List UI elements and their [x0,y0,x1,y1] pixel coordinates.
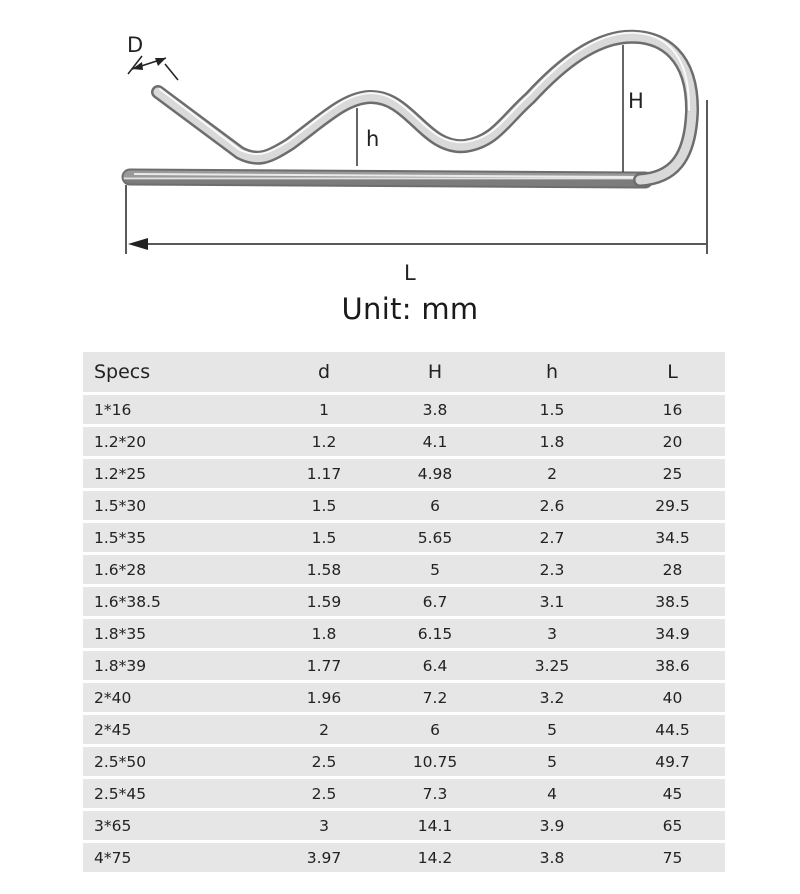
cell-h: 3 [484,619,620,648]
dimension-d [127,33,178,80]
spec-table [83,349,725,875]
cell-big-h: 7.3 [386,779,484,808]
cell-d: 1.5 [262,523,386,552]
cell-l: 34.5 [620,523,725,552]
cell-spec: 2.5*50 [83,747,262,776]
cell-h: 3.2 [484,683,620,712]
cell-big-h: 6 [386,491,484,520]
cell-spec: 1.2*20 [83,427,262,456]
cell-big-h: 6 [386,715,484,744]
cell-l: 20 [620,427,725,456]
cell-d: 2.5 [262,747,386,776]
cell-big-h: 5 [386,555,484,584]
cell-l: 34.9 [620,619,725,648]
label-h: h [366,127,380,151]
cell-d: 2.5 [262,779,386,808]
cell-h: 5 [484,715,620,744]
cell-big-h: 10.75 [386,747,484,776]
header-big-h: H [386,352,484,392]
cell-d: 3 [262,811,386,840]
cell-d: 1.8 [262,619,386,648]
cell-d: 3.97 [262,843,386,872]
cell-d: 2 [262,715,386,744]
cell-l: 75 [620,843,725,872]
table-row [83,651,725,680]
cell-l: 38.6 [620,651,725,680]
cell-l: 44.5 [620,715,725,744]
cell-l: 25 [620,459,725,488]
cell-spec: 1.6*28 [83,555,262,584]
dimension-h-large [623,45,644,172]
cell-d: 1.5 [262,491,386,520]
cell-spec: 1.5*35 [83,523,262,552]
cell-big-h: 5.65 [386,523,484,552]
cell-l: 38.5 [620,587,725,616]
cell-spec: 4*75 [83,843,262,872]
cell-d: 1.58 [262,555,386,584]
cell-spec: 1.6*38.5 [83,587,262,616]
cell-big-h: 6.4 [386,651,484,680]
cell-big-h: 7.2 [386,683,484,712]
table-row [83,491,725,520]
cell-big-h: 6.15 [386,619,484,648]
table-row [83,427,725,456]
cell-h: 5 [484,747,620,776]
cell-spec: 1.2*25 [83,459,262,488]
cell-d: 1.17 [262,459,386,488]
cell-h: 3.8 [484,843,620,872]
cell-spec: 1.8*39 [83,651,262,680]
cell-l: 40 [620,683,725,712]
cell-l: 29.5 [620,491,725,520]
header-d: d [262,352,386,392]
header-l: L [620,352,725,392]
cell-spec: 2*45 [83,715,262,744]
table-row [83,715,725,744]
cell-d: 1.2 [262,427,386,456]
table-row [83,555,725,584]
cell-spec: 3*65 [83,811,262,840]
cell-big-h: 6.7 [386,587,484,616]
cell-h: 2 [484,459,620,488]
table-row [83,459,725,488]
cell-h: 3.1 [484,587,620,616]
table-row [83,587,725,616]
cell-spec: 1.8*35 [83,619,262,648]
cell-h: 1.8 [484,427,620,456]
cell-l: 28 [620,555,725,584]
cell-spec: 1*16 [83,395,262,424]
cell-h: 2.7 [484,523,620,552]
cell-d: 1.96 [262,683,386,712]
unit-label: Unit: mm [341,292,479,326]
header-h: h [484,352,620,392]
cell-big-h: 4.98 [386,459,484,488]
cell-big-h: 3.8 [386,395,484,424]
table-row [83,747,725,776]
table-row [83,523,725,552]
cell-h: 4 [484,779,620,808]
clip-straight-leg [130,174,645,180]
table-row [83,843,725,872]
cell-h: 2.3 [484,555,620,584]
table-row [83,683,725,712]
cell-spec: 2.5*45 [83,779,262,808]
table-row [83,619,725,648]
label-l: L [404,261,416,285]
cell-l: 45 [620,779,725,808]
cell-big-h: 14.1 [386,811,484,840]
cell-spec: 2*40 [83,683,262,712]
cell-l: 16 [620,395,725,424]
header-specs: Specs [83,352,262,392]
cell-l: 65 [620,811,725,840]
cell-big-h: 4.1 [386,427,484,456]
cell-h: 2.6 [484,491,620,520]
cell-h: 3.25 [484,651,620,680]
table-row [83,395,725,424]
clip-wavy-leg [158,33,692,180]
cell-h: 1.5 [484,395,620,424]
cell-d: 1 [262,395,386,424]
table-header-row [83,352,725,392]
cell-l: 49.7 [620,747,725,776]
cell-spec: 1.5*30 [83,491,262,520]
table-row [83,811,725,840]
cell-big-h: 14.2 [386,843,484,872]
cell-d: 1.77 [262,651,386,680]
cell-d: 1.59 [262,587,386,616]
label-d: D [127,33,144,57]
cell-h: 3.9 [484,811,620,840]
table-row [83,779,725,808]
dimension-h-small [357,108,379,166]
r-clip-diagram [0,0,800,290]
label-big-h: H [628,89,644,113]
